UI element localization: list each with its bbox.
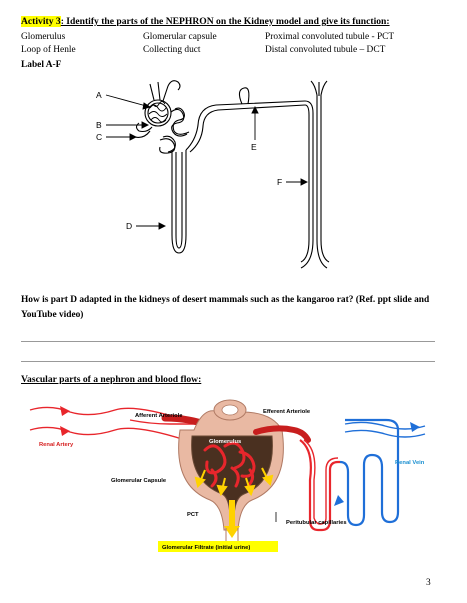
label-glomerular-capsule: Glomerular Capsule bbox=[111, 478, 167, 484]
filtrate-stream bbox=[229, 500, 235, 528]
collecting-duct bbox=[301, 81, 329, 268]
dct-path bbox=[186, 88, 305, 152]
page-number: 3 bbox=[426, 578, 431, 588]
term-glomerulus: Glomerulus bbox=[21, 32, 66, 42]
nephron-label-b: B bbox=[96, 120, 102, 130]
label-renal-artery: Renal Artery bbox=[39, 442, 74, 448]
label-pct: PCT bbox=[187, 512, 199, 518]
glomerulus-knot bbox=[145, 81, 180, 126]
nephron-diagram bbox=[0, 70, 467, 285]
nephron-label-a: A bbox=[96, 90, 102, 100]
section-title-vascular: Vascular parts of a nephron and blood flow: bbox=[21, 374, 202, 385]
label-renal-vein: Renal Vein bbox=[395, 460, 425, 466]
nephron-label-e: E bbox=[251, 142, 257, 152]
label-instruction: Label A-F bbox=[21, 60, 62, 70]
vascular-diagram bbox=[0, 390, 467, 565]
term-dct: Distal convoluted tubule – DCT bbox=[265, 45, 386, 55]
nephron-label-d: D bbox=[126, 221, 133, 231]
label-afferent-arteriole: Afferent Arteriole bbox=[135, 413, 183, 419]
term-loop-of-henle: Loop of Henle bbox=[21, 45, 76, 55]
answer-line-1[interactable] bbox=[21, 341, 435, 342]
question-text: How is part D adapted in the kidneys of desert mammals such as the kangaroo rat? (Ref. ppt slide and YouTube video) bbox=[21, 295, 430, 320]
term-pct: Proximal convoluted tubule - PCT bbox=[265, 32, 395, 42]
nephron-label-f: F bbox=[277, 177, 283, 187]
activity-title bbox=[21, 16, 390, 27]
answer-line-2[interactable] bbox=[21, 361, 435, 362]
activity-instruction: : Identify the parts of the NEPHRON on the Kidney model and give its function: bbox=[60, 16, 390, 27]
label-glomerular-filtrate: Glomerular Filtrate (initial urine) bbox=[162, 545, 251, 551]
loop-of-henle bbox=[172, 150, 186, 253]
nephron-label-c: C bbox=[96, 132, 103, 142]
activity-number: Activity 3 bbox=[21, 16, 61, 27]
label-glomerulus: Glomerulus bbox=[209, 439, 242, 445]
label-peritubular-capillaries: Peritubular capillaries bbox=[286, 520, 347, 526]
term-glomerular-capsule: Glomerular capsule bbox=[143, 32, 217, 42]
term-collecting-duct: Collecting duct bbox=[143, 45, 201, 55]
artery-arrows bbox=[60, 406, 70, 436]
peritubular-capillaries bbox=[300, 420, 425, 530]
label-efferent-arteriole: Efferent Arteriole bbox=[263, 409, 311, 415]
